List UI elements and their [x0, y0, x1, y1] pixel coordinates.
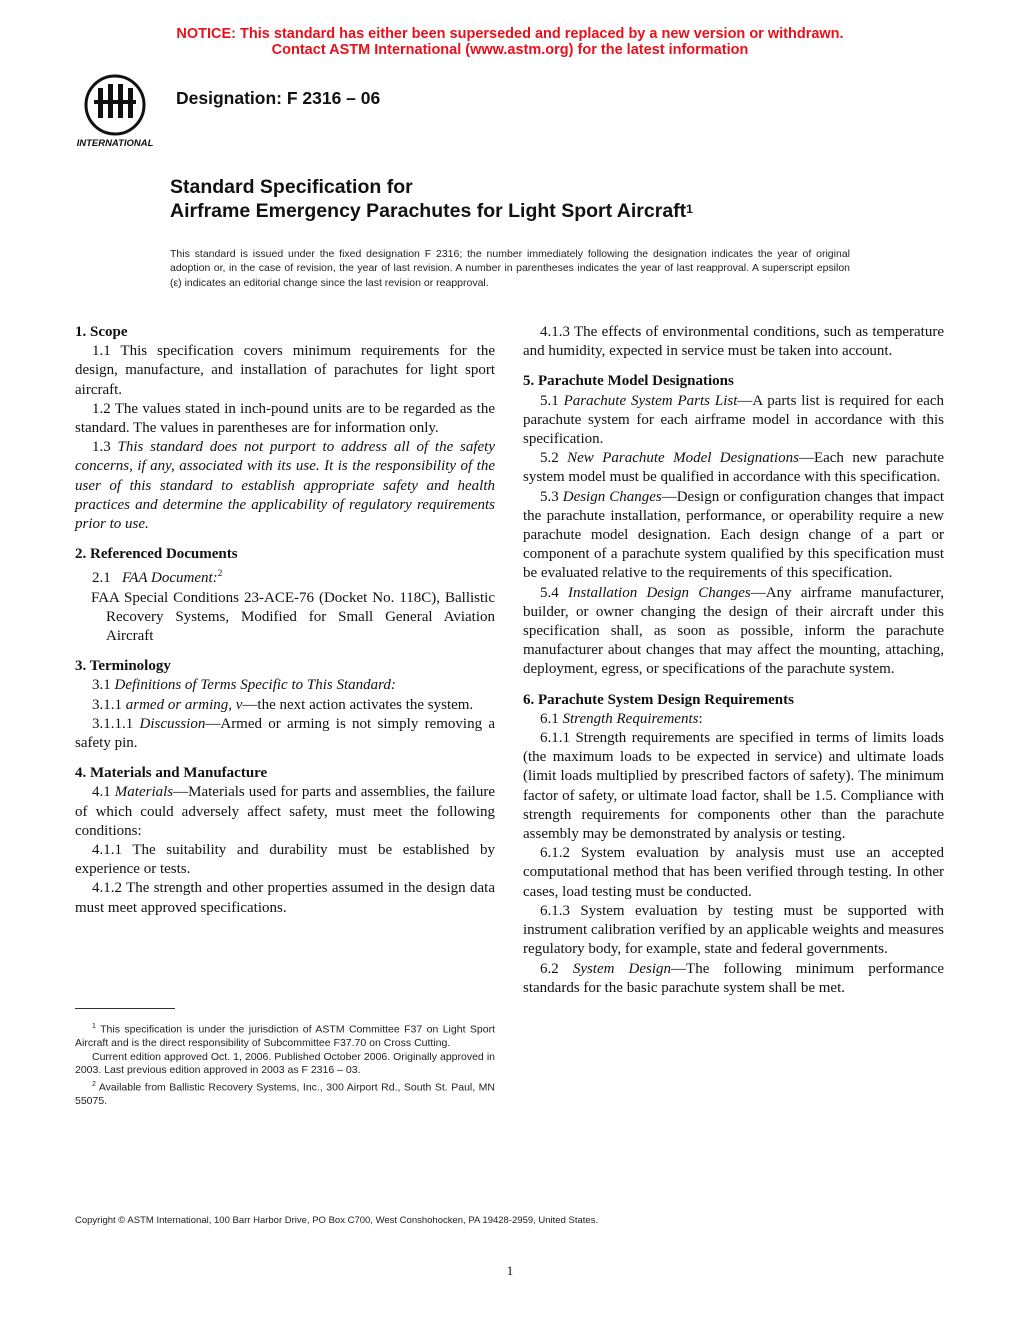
- notice-line-2: Contact ASTM International (www.astm.org) for the latest information: [271, 42, 749, 58]
- para-3-1-1: 3.1.1 armed or arming, v—the next action activates the system.: [92, 696, 474, 713]
- heading-model-designations: 5. Parachute Model Designations: [523, 373, 734, 390]
- title-footnote-ref: 1: [686, 202, 693, 216]
- title-line-2: Airframe Emergency Parachutes for Light Sport Aircraft$^1$: [170, 200, 693, 222]
- para-5-2: 5.2 New Parachute Model Designations—Each new parachute system model must be qualified in accordance with this specification.: [523, 450, 944, 486]
- footnote-divider: [75, 1008, 175, 1009]
- para-4-1-2: 4.1.2 The strength and other properties assumed in the design data must meet approved specifications.: [75, 880, 495, 916]
- para-4-1-1: 4.1.1 The suitability and durability must be established by experience or tests.: [75, 842, 495, 878]
- copyright: Copyright © ASTM International, 100 Barr Harbor Drive, PO Box C700, West Conshohocken, PA 19428-2959, United States.: [75, 1215, 599, 1226]
- designation: Designation: F 2316 – 06: [176, 88, 381, 108]
- heading-referenced-documents: 2. Referenced Documents: [75, 546, 238, 563]
- faa-document: FAA Special Conditions 23-ACE-76 (Docket No. 118C), Ballistic Recovery Systems, Modified for Small General Aviation Aircraft: [91, 589, 495, 645]
- heading-design-requirements: 6. Parachute System Design Requirements: [523, 691, 794, 708]
- notice-banner: [0, 26, 1020, 58]
- para-1-2: 1.2 The values stated in inch-pound units are to be regarded as the standard. The values in parentheses are for information only.: [75, 400, 495, 437]
- astm-logo: [68, 72, 162, 150]
- para-1-3: 1.3 This standard does not purport to address all of the safety concerns, if any, associated with its use. It is the responsibility of the user of this standard to establish appropriate safety and health practices and determine the applicability of regulatory requirements prior to use.: [75, 439, 496, 533]
- footnote-2: $^2$ Available from Ballistic Recovery Systems, Inc., 300 Airport Rd., South St. Paul, MN 55075.: [75, 1080, 495, 1107]
- para-1-1: 1.1 This specification covers minimum requirements for the design, manufacture, and installation of parachutes for light sport aircraft.: [75, 343, 495, 398]
- para-6-1-3: 6.1.3 System evaluation by testing must be supported with instrument calibration verified by an applicable weights and measures regulatory body, for example, state and federal governments.: [523, 902, 944, 958]
- document-title: [170, 175, 693, 223]
- heading-materials: 4. Materials and Manufacture: [75, 765, 268, 782]
- para-6-1-2: 6.1.2 System evaluation by analysis must use an accepted computational method that has been verified through testing. In other cases, load testing must be conducted.: [523, 845, 944, 900]
- title-line-1: Standard Specification for: [170, 176, 413, 198]
- para-5-4: 5.4 Installation Design Changes—Any airframe manufacturer, builder, or owner changing the design of their aircraft under this specification shall, as soon as possible, inform the parachute manufacturer about changes that may affect the mounting, attaching, deployment, egress, or specifications of the parachute system.: [523, 584, 944, 678]
- para-6-1-1: 6.1.1 Strength requirements are specified in terms of limits loads (the maximum loads to be expected in service) and ultimate loads (limit loads multiplied by prescribed factors of safety). The minimum factor of safety, or ultimate load factor, shall be 1.5. Compliance with strength requirements for components other than the parachute assembly may be demonstrated by analysis or testing.: [523, 730, 944, 843]
- para-4-1-3: 4.1.3 The effects of environmental conditions, such as temperature and humidity, expected in service must be taken into account.: [523, 324, 944, 360]
- notice-line-1: NOTICE: This standard has either been superseded and replaced by a new version or withdrawn.: [176, 26, 844, 42]
- issued-note: This standard is issued under the fixed designation F 2316; the number immediately following the designation indicates the year of original adoption or, in the case of revision, the year of last revision. A number in parentheses indicates the year of last reapproval. A superscript epsilon (ε) indicates an editorial change since the last revision or reapproval.: [170, 248, 850, 289]
- logo-subtitle: INTERNATIONAL: [76, 138, 154, 149]
- footnote-1: $^1$ This specification is under the jurisdiction of ASTM Committee F37 on Light Sport Aircraft and is the direct responsibility of Subcommittee F37.70 on Cross Cutting.: [75, 1023, 495, 1049]
- para-5-3: 5.3 Design Changes—Design or configuration changes that impact the parachute installation, performance, or operability require a new parachute model designation. Each design change of a part or component of a parachute system qualified by this specification must be evaluated relative to the requirements of this specification.: [523, 488, 945, 582]
- footnotes: [75, 1020, 495, 1108]
- para-6-1: 6.1 Strength Requirements:: [540, 710, 703, 727]
- para-5-1: 5.1 Parachute System Parts List—A parts list is required for each parachute system for each airframe model in accordance with this specification.: [523, 392, 945, 448]
- left-column: [75, 323, 495, 918]
- para-6-2: 6.2 System Design—The following minimum performance standards for the basic parachute system shall be met.: [523, 960, 944, 996]
- para-3-1: 3.1 Definitions of Terms Specific to This Standard:: [92, 677, 396, 694]
- para-4-1: 4.1 Materials—Materials used for parts and assemblies, the failure of which could adversely affect safety, must meet the following conditions:: [75, 784, 495, 839]
- page-number: 1: [506, 1263, 514, 1278]
- right-column: [523, 323, 944, 998]
- heading-terminology: 3. Terminology: [75, 658, 171, 675]
- footnote-1-edition: Current edition approved Oct. 1, 2006. Published October 2006. Originally approved in 2003. Last previous edition approved in 2003 as F 2316 – 03.: [75, 1050, 495, 1076]
- heading-scope: 1. Scope: [75, 324, 128, 340]
- para-3-1-1-1: 3.1.1.1 Discussion—Armed or arming is not simply removing a safety pin.: [75, 715, 495, 752]
- para-2-1: 2.1 FAA Document:$^2$: [92, 568, 223, 587]
